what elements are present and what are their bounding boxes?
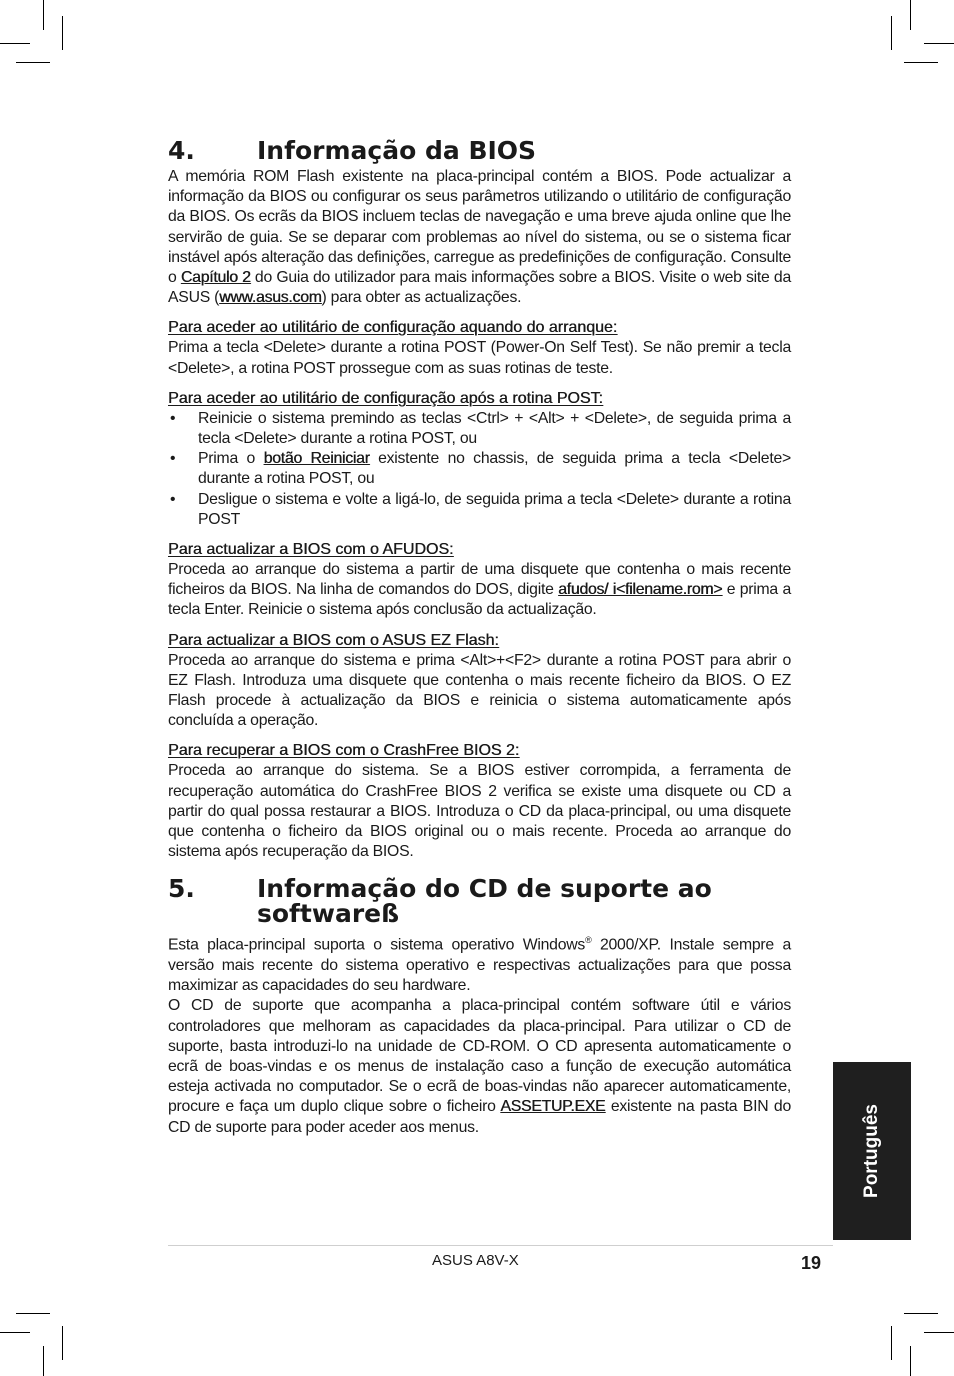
section-heading: Informação do CD de suporte ao softwareß	[257, 874, 712, 929]
subheading-ez-flash: Para actualizar a BIOS com o ASUS EZ Flash:	[168, 631, 499, 649]
crop-mark	[910, 1346, 911, 1376]
crop-mark	[891, 1326, 892, 1360]
text-run: O CD de suporte que acompanha a placa-principal contém software útil e vários controladores que melhoram as capacidades da placa-principal. Para utilizar o CD de suporte, basta introduzi-lo na unidade de CD-ROM. O CD apresenta automaticamente o ecrã de boas-vindas e os menus de instalação caso a função de execução automática esteja activada no computador. Se o ecrã de boas-vindas não aparecer automaticamente, procure e faça um duplo clique sobre o ficheiro	[168, 997, 791, 1116]
section-heading: Informação da BIOS	[257, 136, 537, 165]
bios-intro-paragraph	[168, 167, 791, 308]
crop-mark	[891, 16, 892, 50]
crop-mark	[904, 1313, 938, 1314]
post-options-list	[168, 409, 791, 530]
section-number: 4.	[168, 136, 195, 165]
crop-mark	[924, 43, 954, 44]
footer-model: ASUS A8V-X	[432, 1252, 519, 1269]
bullet-icon: •	[170, 490, 176, 508]
page-number: 19	[801, 1253, 822, 1273]
crop-mark	[16, 1313, 50, 1314]
subheading-setup-after-post: Para aceder ao utilitário de configuração após a rotina POST:	[168, 389, 603, 407]
footer-divider	[168, 1245, 833, 1246]
section-number: 5.	[168, 874, 195, 904]
support-cd-os-paragraph	[168, 930, 791, 996]
crop-mark	[910, 0, 911, 30]
section-4-title	[168, 138, 791, 163]
chapter-2-reference[interactable]: Capítulo 2	[180, 269, 251, 287]
subheading-afudos: Para actualizar a BIOS com o AFUDOS:	[168, 541, 454, 559]
crop-mark	[16, 62, 50, 63]
text-run: Proceda ao arranque do sistema a partir de uma disquete que contenha o mais recente ficheiros da BIOS. Na linha de comandos do DOS, digite	[168, 561, 791, 599]
list-item-text: Reinicie o sistema premindo as teclas <Ctrl> + <Alt> + <Delete>, de seguida prima a tecla <Delete> durante a rotina POST, ou	[198, 409, 791, 448]
list-item	[168, 490, 791, 530]
crop-mark	[43, 0, 44, 30]
assetup-exe-file: ASSETUP.EXE	[500, 1098, 606, 1116]
text-run: 2000/XP. Instale sempre a versão mais recente do sistema operativo e respectivas actualizações para que possa maximizar as capacidades do seu hardware.	[168, 936, 791, 995]
asus-website-link[interactable]: www.asus.com	[219, 289, 322, 307]
registered-mark: ®	[585, 935, 592, 946]
setup-at-boot-text: Prima a tecla <Delete> durante a rotina POST (Power-On Self Test). Se não premir a tecla <Delete>, a rotina POST prossegue com as suas rotinas de teste.	[168, 339, 791, 377]
reset-button-term: botão Reiniciar	[263, 450, 370, 468]
crop-mark	[0, 1332, 30, 1333]
list-item	[168, 409, 791, 449]
text-run: Prima o	[198, 450, 264, 468]
list-item	[168, 449, 791, 489]
subheading-crashfree: Para recuperar a BIOS com o CrashFree BIOS 2:	[168, 742, 520, 760]
afudos-text	[168, 560, 791, 621]
text-run: ) para obter as actualizações.	[321, 289, 522, 307]
bullet-icon: •	[170, 450, 176, 468]
crashfree-text: Proceda ao arranque do sistema. Se a BIOS estiver corrompida, a ferramenta de recuperação automática do CrashFree BIOS 2 verifica se existe uma disquete ou CD a partir do qual possa restaurar a BIOS. Introduza o CD da placa-principal, ou uma disquete que contenha o ficheiro da BIOS original ou o mais recente. Proceda ao arranque do sistema após recuperação da BIOS.	[168, 762, 791, 861]
support-cd-usage-paragraph	[168, 996, 791, 1137]
section-5-title	[168, 874, 791, 929]
text-run: Esta placa-principal suporta o sistema operativo Windows	[168, 936, 586, 954]
bullet-icon: •	[170, 409, 176, 427]
text-run: do Guia do utilizador para mais informações sobre a BIOS. Visite o web site da ASUS (	[168, 269, 791, 307]
text-run: existente no chassis, de seguida prima a tecla <Delete> durante a rotina POST, ou	[198, 450, 791, 488]
text-run: e prima a tecla Enter. Reinicie o sistema após conclusão da actualização.	[168, 581, 791, 619]
crop-mark	[0, 43, 30, 44]
subheading-setup-at-boot: Para aceder ao utilitário de configuração aquando do arranque:	[168, 319, 618, 337]
page-content	[168, 138, 791, 1138]
crop-mark	[43, 1346, 44, 1376]
language-tab	[833, 1062, 911, 1240]
language-tab-label: Português	[861, 1104, 882, 1198]
list-item-text: Desligue o sistema e volte a ligá-lo, de seguida prima a tecla <Delete> durante a rotina POST	[198, 490, 791, 528]
text-run: existente na pasta BIN do CD de suporte para poder aceder aos menus.	[168, 1098, 791, 1136]
ez-flash-text: Proceda ao arranque do sistema e prima <Alt>+<F2> durante a rotina POST para abrir o EZ Flash. Introduza uma disquete que contenha o mais recente ficheiro da BIOS. O EZ Flash procede à actualização da BIOS e reinicia o sistema automaticamente após concluída a operação.	[168, 651, 791, 730]
crop-mark	[62, 1326, 63, 1360]
text-run: A memória ROM Flash existente na placa-principal contém a BIOS. Pode actualizar a informação da BIOS ou configurar os seus parâmetros utilizando o utilitário de configuração da BIOS. Os ecrãs da BIOS incluem teclas de navegação e uma breve ajuda online que lhe servirão de guia. Se se deparar com problemas ao nível do sistema, ou se o sistema ficar instável após alteração das definições, carregue as predefinições de configuração. Consulte o	[168, 168, 791, 287]
afudos-command: afudos/ i<filename.rom>	[558, 581, 723, 599]
crop-mark	[924, 1332, 954, 1333]
crop-mark	[904, 62, 938, 63]
crop-mark	[62, 16, 63, 50]
